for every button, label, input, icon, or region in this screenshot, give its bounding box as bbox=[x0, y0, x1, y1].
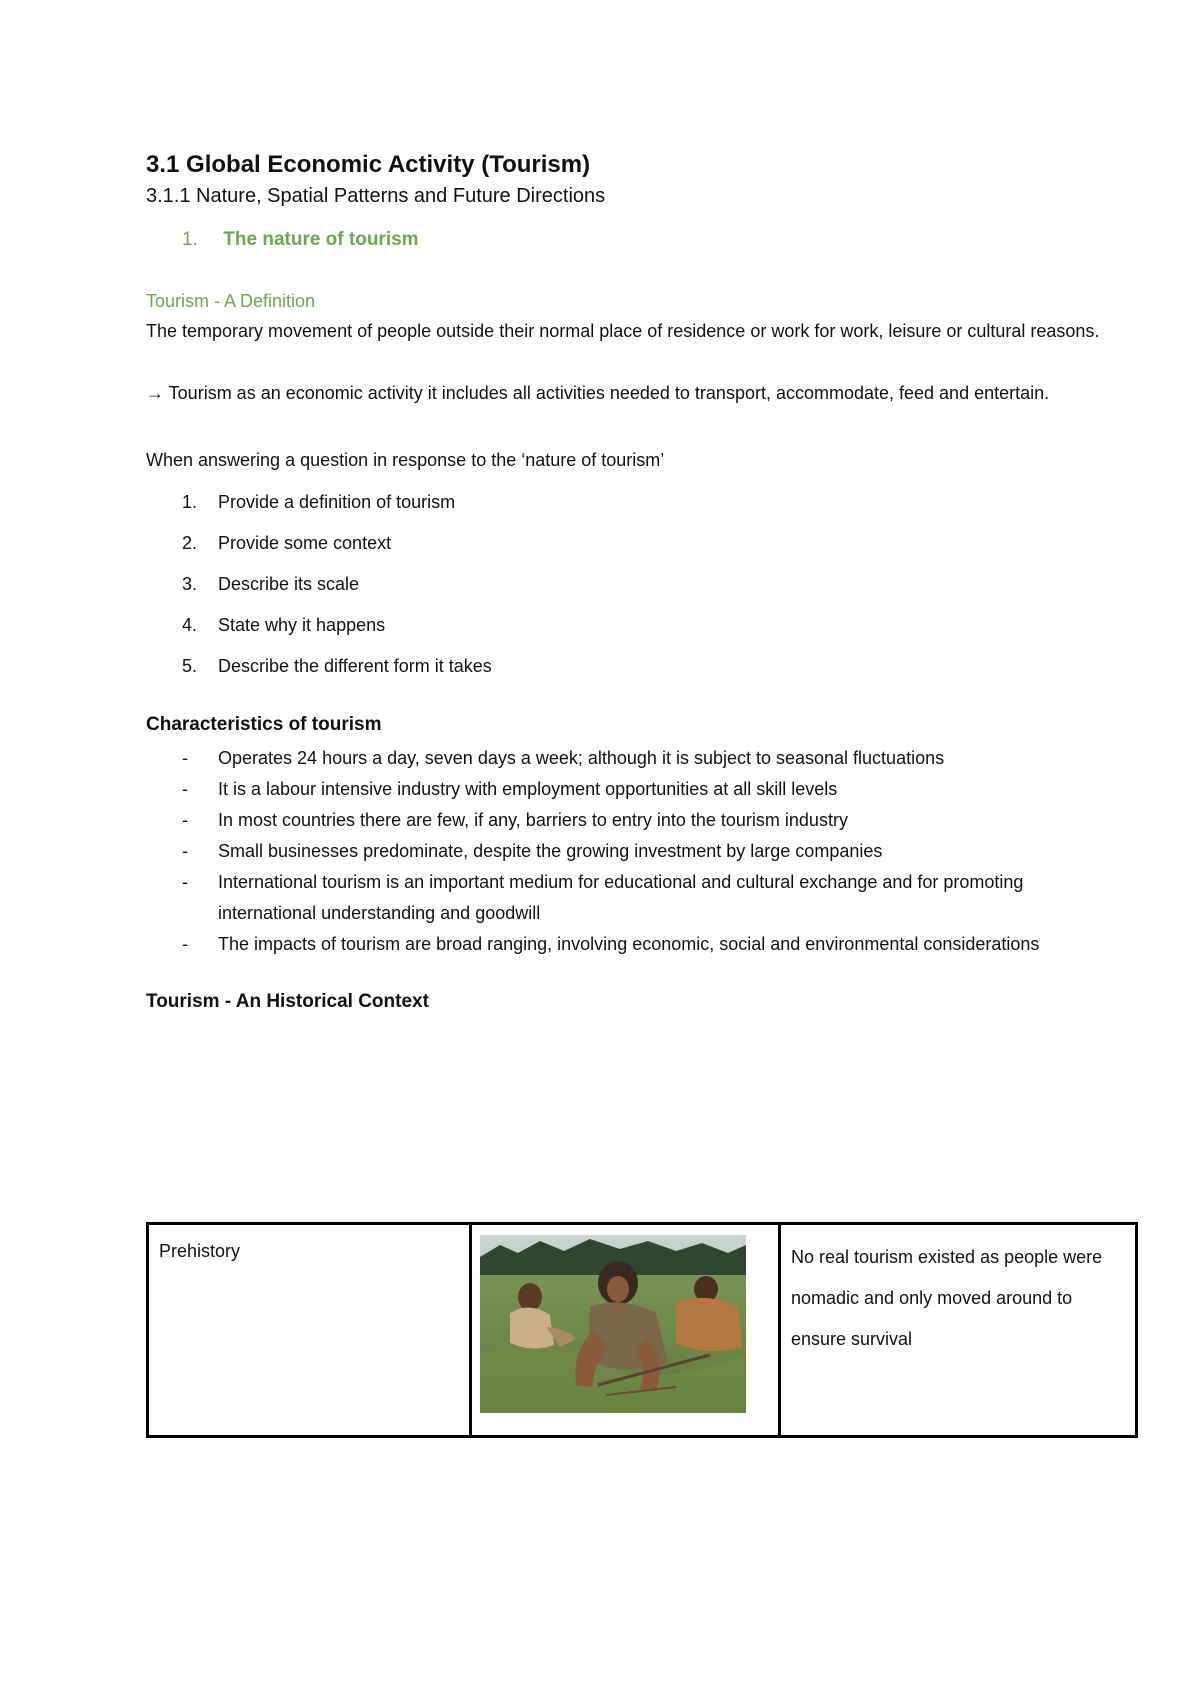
step-number: 5. bbox=[182, 656, 198, 676]
characteristic-text: Operates 24 hours a day, seven days a week; although it is subject to seasonal fluctuations bbox=[218, 748, 945, 768]
dash-bullet: - bbox=[182, 934, 188, 954]
page-title: 3.1 Global Economic Activity (Tourism) bbox=[146, 151, 591, 178]
dash-bullet: - bbox=[182, 872, 188, 892]
document-page bbox=[146, 150, 1136, 1016]
list-item bbox=[146, 482, 1136, 523]
characteristics-heading: Characteristics of tourism bbox=[146, 714, 382, 735]
characteristics-list bbox=[146, 743, 1136, 960]
list-item bbox=[146, 836, 1136, 867]
dash-bullet: - bbox=[182, 810, 188, 830]
list-item bbox=[146, 605, 1136, 646]
list-item bbox=[146, 929, 1136, 960]
page-subtitle: 3.1.1 Nature, Spatial Patterns and Future Directions bbox=[146, 185, 606, 207]
section-heading-text: The nature of tourism bbox=[223, 229, 419, 250]
step-text: State why it happens bbox=[218, 615, 386, 635]
list-item bbox=[146, 564, 1136, 605]
list-item bbox=[146, 646, 1136, 687]
description-cell: No real tourism existed as people were nomadic and only moved around to ensure survival bbox=[780, 1224, 1137, 1437]
characteristic-text: In most countries there are few, if any, barriers to entry into the tourism industry bbox=[218, 810, 848, 830]
step-number: 3. bbox=[182, 574, 198, 594]
section-heading-nature bbox=[146, 226, 1136, 254]
definition-heading: Tourism - A Definition bbox=[146, 291, 316, 311]
section-number: 1. bbox=[182, 229, 198, 250]
history-heading: Tourism - An Historical Context bbox=[146, 991, 429, 1012]
list-item bbox=[146, 774, 1136, 805]
dash-bullet: - bbox=[182, 841, 188, 861]
definition-text: The temporary movement of people outside their normal place of residence or work for work, leisure or cultural reasons. bbox=[146, 321, 1100, 341]
list-item bbox=[146, 867, 1136, 929]
step-number: 1. bbox=[182, 492, 198, 512]
list-item bbox=[146, 523, 1136, 564]
prehistoric-people-photo bbox=[480, 1235, 746, 1413]
characteristic-text: Small businesses predominate, despite the growing investment by large companies bbox=[218, 841, 883, 861]
characteristic-text: The impacts of tourism are broad ranging, involving economic, social and environmental considerations bbox=[218, 934, 1040, 954]
history-table bbox=[146, 1222, 1138, 1438]
image-cell bbox=[471, 1224, 780, 1437]
dash-bullet: - bbox=[182, 748, 188, 768]
step-number: 2. bbox=[182, 533, 198, 553]
table-row bbox=[148, 1224, 1137, 1437]
characteristic-text: International tourism is an important medium for educational and cultural exchange and for promoting international understanding and goodwill bbox=[218, 872, 1024, 923]
characteristic-text: It is a labour intensive industry with employment opportunities at all skill levels bbox=[218, 779, 838, 799]
step-text: Provide a definition of tourism bbox=[218, 492, 456, 512]
list-item bbox=[146, 743, 1136, 774]
step-text: Describe the different form it takes bbox=[218, 656, 492, 676]
dash-bullet: - bbox=[182, 779, 188, 799]
era-cell: Prehistory bbox=[148, 1224, 471, 1437]
answering-steps-list bbox=[146, 482, 1136, 687]
step-text: Describe its scale bbox=[218, 574, 360, 594]
answering-intro: When answering a question in response to the ‘nature of tourism’ bbox=[146, 450, 665, 470]
step-text: Provide some context bbox=[218, 533, 392, 553]
economic-activity-note: → Tourism as an economic activity it includes all activities needed to transport, accommodate, feed and entertain. bbox=[146, 383, 1050, 403]
step-number: 4. bbox=[182, 615, 198, 635]
list-item bbox=[146, 805, 1136, 836]
